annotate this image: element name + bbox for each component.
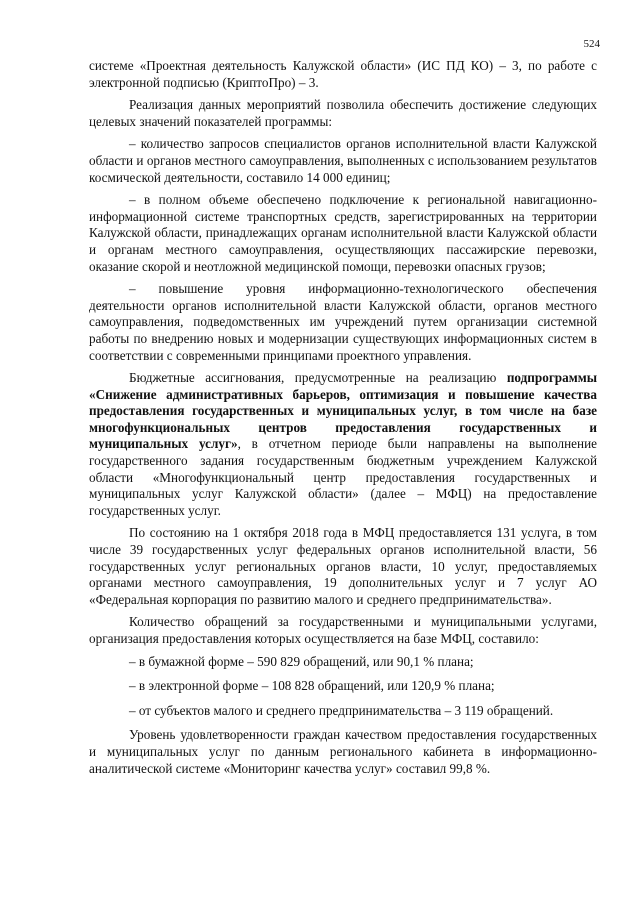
paragraph-mfc-services: По состоянию на 1 октября 2018 года в МФЦ предоставляется 131 услуга, в том числе 39 государственных услуг федеральных органов исполнительной власти, 56 государственных услуг региональных органов власти, 10 услуг, предоставляемых органами местного самоуправления, 19 дополнительных услуг и 7 услуг АО «Федеральная корпорация по развитию малого и среднего предпринимательства». xyxy=(89,525,597,607)
page-number: 524 xyxy=(583,38,600,50)
paragraph-it-support: – повышение уровня информационно-технологического обеспечения деятельности органов исполнительной власти Калужской области, органов местного самоуправления, подведомственных им учреждений путем организации системной работы по внедрению новых и модернизации существующих информационных систем в соответствии с современными принципами проектного управления. xyxy=(89,281,597,363)
paragraph-navigation-system: – в полном объеме обеспечено подключение к региональной навигационно-информационной системе транспортных средств, зарегистрированных на территории Калужской области, принадлежащих органам исполнительной власти Калужской области и органам местного самоуправления, осуществляющих пассажирские перевозки, оказание скорой и неотложной медицинской помощи, перевозки опасных грузов; xyxy=(89,192,597,274)
document-body xyxy=(89,58,597,783)
paragraph-requests-count: Количество обращений за государственными и муниципальными услугами, организация предоставления которых осуществляется на базе МФЦ, составило: xyxy=(89,614,597,646)
list-item-small-business: – от субъектов малого и среднего предпринимательства – 3 119 обращений. xyxy=(129,702,554,718)
list-item-electronic-form: – в электронной форме – 108 828 обращений, или 120,9 % плана; xyxy=(129,678,495,694)
list-item-paper-form: – в бумажной форме – 590 829 обращений, или 90,1 % плана; xyxy=(129,653,474,669)
paragraph-budget-subprogram xyxy=(89,370,597,519)
paragraph-targets-intro: Реализация данных мероприятий позволила обеспечить достижение следующих целевых значений показателей программы: xyxy=(89,97,597,129)
paragraph-budget-tail: , в отчетном периоде были направлены на выполнение государственного задания государственным бюджетным учреждением Калужской области «Многофункциональный центр предоставления государственных и муниципальных услуг Калужской области» (далее – МФЦ) на предоставление государственных услуг. xyxy=(89,436,597,518)
paragraph-budget-lead: Бюджетные ассигнования, предусмотренные на реализацию xyxy=(129,370,507,386)
paragraph-satisfaction-level: Уровень удовлетворенности граждан качеством предоставления государственных и муниципальных услуг по данным регионального кабинета в информационно-аналитической системе «Мониторинг качества услуг» составил 99,8 %. xyxy=(89,727,597,776)
paragraph-intro-continuation: системе «Проектная деятельность Калужской области» (ИС ПД КО) – 3, по работе с электронной подписью (КриптоПро) – 3. xyxy=(89,58,597,90)
subprogram-title: подпрограммы «Снижение административных барьеров, оптимизация и повышение качества предоставления государственных и муниципальных услуг, в том числе на базе многофункциональных центров предоставления государственных и муниципальных услуг» xyxy=(89,370,597,452)
paragraph-space-requests: – количество запросов специалистов органов исполнительной власти Калужской области и органов местного самоуправления, выполненных с использованием результатов космической деятельности, составило 14 000 единиц; xyxy=(89,136,597,185)
